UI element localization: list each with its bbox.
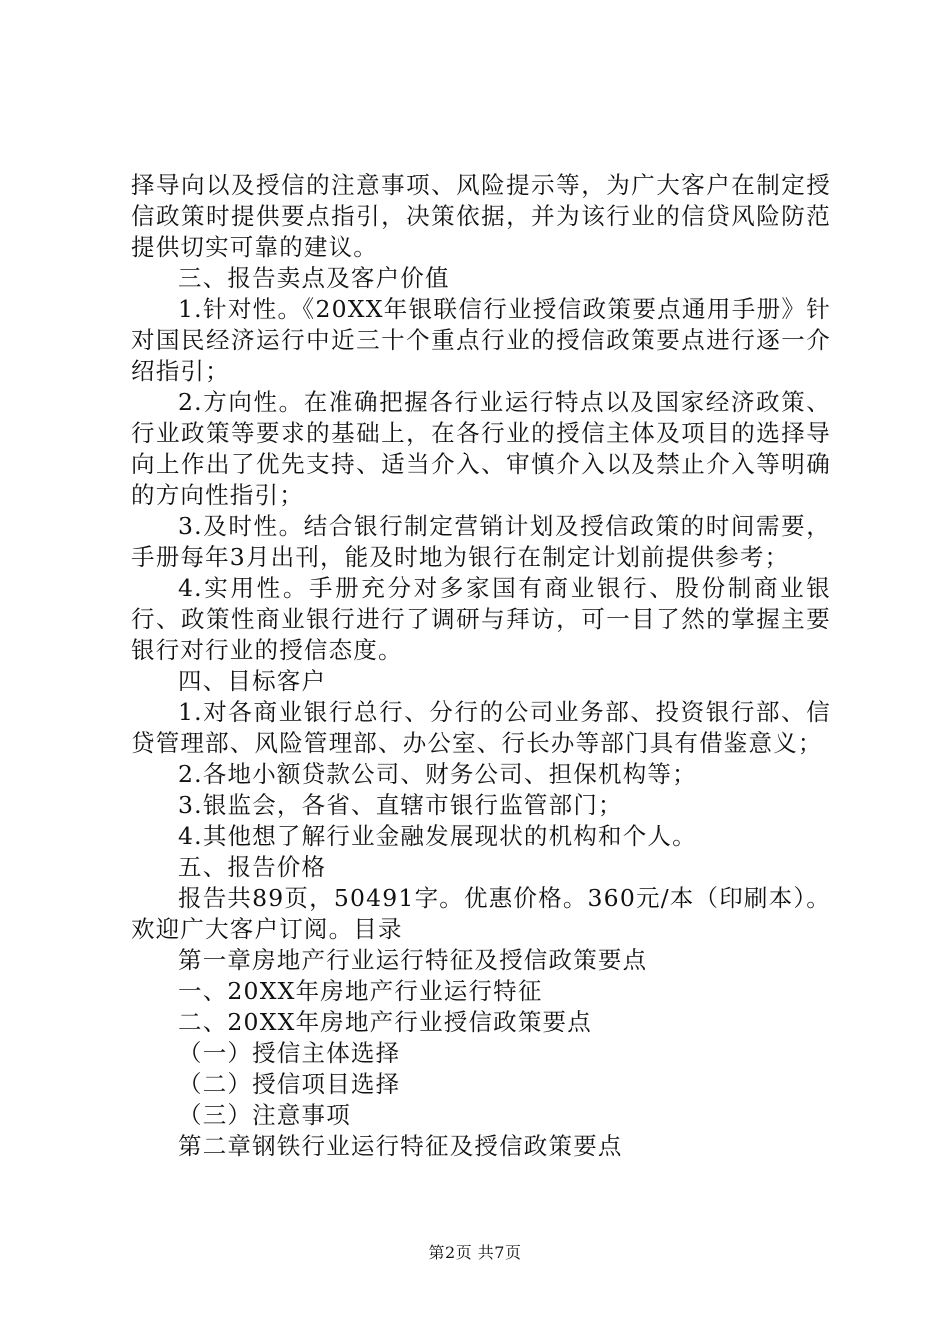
paragraph-timeliness: 3.及时性。结合银行制定营销计划及授信政策的时间需要，手册每年3月出刊，能及时地为银行在制定计划前提供参考； (131, 512, 831, 571)
toc-chapter-1: 第一章房地产行业运行特征及授信政策要点 (178, 946, 648, 974)
toc-subitem-3: （三）注意事项 (178, 1101, 351, 1129)
target-item-2: 2.各地小额贷款公司、财务公司、担保机构等； (178, 760, 697, 788)
toc-item-2: 二、20XX年房地产行业授信政策要点 (178, 1008, 592, 1036)
section-heading-4: 四、目标客户 (178, 667, 327, 695)
toc-subitem-1: （一）授信主体选择 (178, 1039, 401, 1067)
document-body (131, 170, 831, 1162)
toc-item-1: 一、20XX年房地产行业运行特征 (178, 977, 543, 1005)
paragraph-1: 择导向以及授信的注意事项、风险提示等，为广大客户在制定授信政策时提供要点指引，决策依据，并为该行业的信贷风险防范提供切实可靠的建议。 (131, 171, 831, 261)
toc-chapter-2: 第二章钢铁行业运行特征及授信政策要点 (178, 1132, 623, 1160)
toc-subitem-2: （二）授信项目选择 (178, 1070, 401, 1098)
paragraph-practicality: 4.实用性。手册充分对多家国有商业银行、股份制商业银行、政策性商业银行进行了调研与拜访，可一目了然的掌握主要银行对行业的授信态度。 (131, 574, 831, 664)
paragraph-price: 报告共89页，50491字。优惠价格。360元/本（印刷本）。欢迎广大客户订阅。目录 (131, 884, 831, 943)
paragraph-targeting: 1.针对性。《20XX年银联信行业授信政策要点通用手册》针对国民经济运行中近三十个重点行业的授信政策要点进行逐一介绍指引； (131, 295, 831, 385)
page-footer: 第2页 共7页 (428, 1243, 522, 1262)
target-item-4: 4.其他想了解行业金融发展现状的机构和个人。 (178, 822, 697, 850)
section-heading-5: 五、报告价格 (178, 853, 327, 881)
target-item-3: 3.银监会，各省、直辖市银行监管部门； (178, 791, 623, 819)
target-item-1: 1.对各商业银行总行、分行的公司业务部、投资银行部、信贷管理部、风险管理部、办公室、行长办等部门具有借鉴意义； (131, 698, 831, 757)
section-heading-3: 三、报告卖点及客户价值 (178, 264, 450, 292)
paragraph-direction: 2.方向性。在准确把握各行业运行特点以及国家经济政策、行业政策等要求的基础上，在各行业的授信主体及项目的选择导向上作出了优先支持、适当介入、审慎介入以及禁止介入等明确的方向性指引； (131, 388, 831, 509)
